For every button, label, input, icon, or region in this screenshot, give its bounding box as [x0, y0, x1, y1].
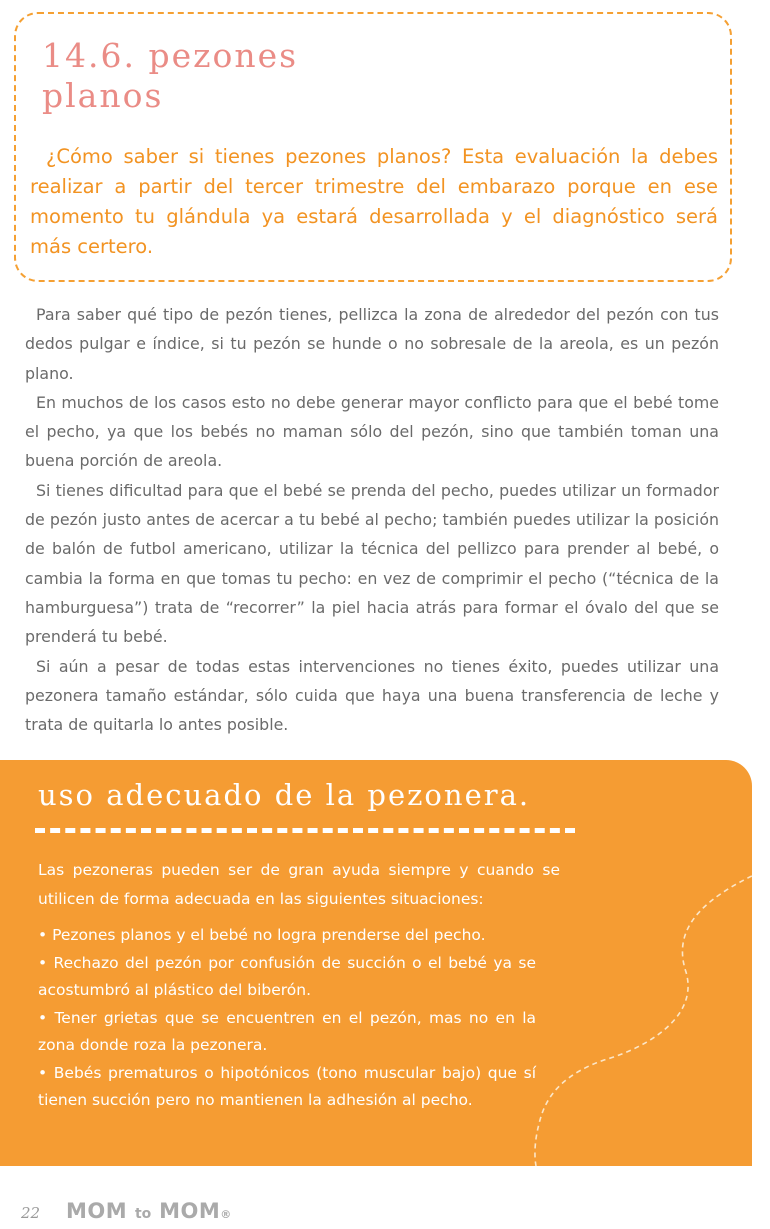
- momtomom-logo: [66, 1199, 232, 1223]
- logo-mom-right: MOM: [159, 1199, 221, 1223]
- section-title: [42, 36, 342, 116]
- callout-text: ¿Cómo saber si tienes pezones planos? Esta evaluación la debes realizar a partir del tercer trimestre del embarazo porque en ese momento tu glándula ya estará desarrollada y el diagnóstico será más certero.: [30, 145, 718, 258]
- section-title-line-2: planos: [42, 76, 164, 115]
- panel-title: uso adecuado de la pezonera.: [38, 778, 531, 812]
- list-item: • Tener grietas que se encuentren en el pezón, mas no en la zona donde roza la pezonera.: [38, 1008, 536, 1054]
- logo-mom-left: MOM: [66, 1199, 128, 1223]
- logo-registered-mark: ®: [220, 1208, 232, 1221]
- body-paragraph: Para saber qué tipo de pezón tienes, pellizca la zona de alrededor del pezón con tus dedos pulgar e índice, si tu pezón se hunde o no sobresale de la areola, es un pezón plano.: [25, 305, 719, 383]
- logo-to: to: [134, 1206, 152, 1222]
- nipple-shield-panel: [0, 760, 752, 1166]
- body-paragraph: En muchos de los casos esto no debe generar mayor conflicto para que el bebé tome el pecho, ya que los bebés no maman sólo del pezón, sino que también toman una buena porción de areola.: [25, 392, 719, 471]
- list-item: • Pezones planos y el bebé no logra prenderse del pecho.: [38, 926, 486, 944]
- body-paragraph: Si aún a pesar de todas estas intervenciones no tienes éxito, puedes utilizar una pezonera tamaño estándar, sólo cuida que haya una buena transferencia de leche y trata de quitarla lo antes posible.: [25, 656, 719, 735]
- body-text: [25, 300, 719, 739]
- page-number: 22: [21, 1204, 41, 1222]
- situations-list: [38, 922, 536, 1115]
- body-paragraph: Si tienes dificultad para que el bebé se prenda del pecho, puedes utilizar un formador de pezón justo antes de acercar a tu bebé al pecho; también puedes utilizar la posición de balón de futbol americano, utilizar la técnica del pellizco para prender al bebé, o cambia la forma en que tomas tu pecho: en vez de comprimir el pecho (“técnica de la hamburguesa”) trata de “recorrer” la piel hacia atrás para formar el óvalo del que se prenderá tu bebé.: [25, 480, 719, 647]
- panel-intro: Las pezoneras pueden ser de gran ayuda siempre y cuando se utilicen de forma adecuada en las siguientes situaciones:: [38, 861, 560, 908]
- section-title-line-1: 14.6. pezones: [42, 36, 299, 75]
- list-item: • Rechazo del pezón por confusión de succión o el bebé ya se acostumbró al plástico del biberón.: [38, 953, 536, 999]
- list-item: • Bebés prematuros o hipotónicos (tono muscular bajo) que sí tienen succión pero no mantienen la adhesión al pecho.: [38, 1063, 536, 1109]
- dashed-divider: [35, 828, 575, 833]
